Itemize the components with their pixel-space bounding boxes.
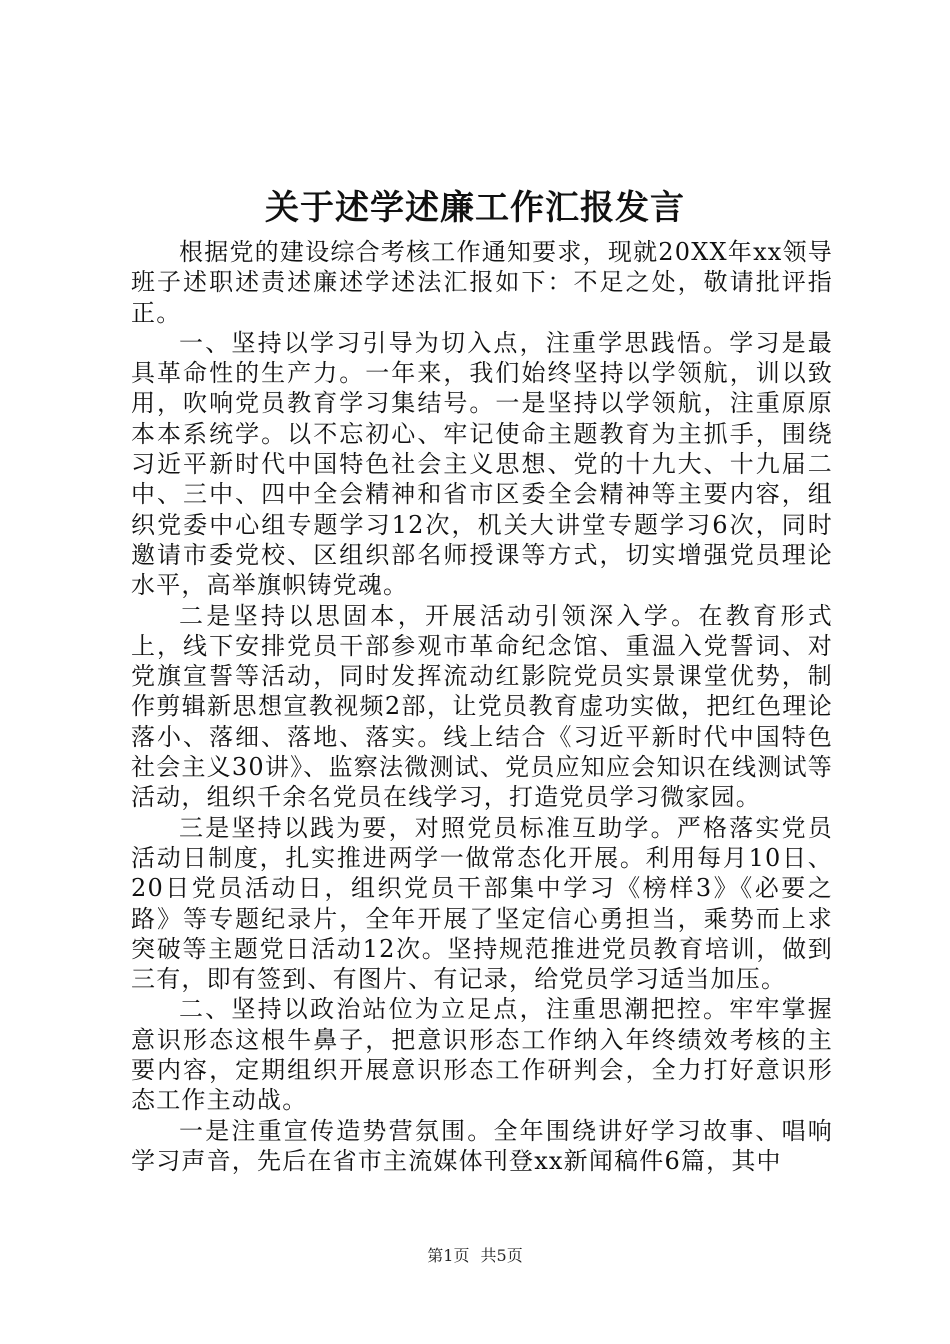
paragraph-section-2-item-1: 一是注重宣传造势营氛围。全年围绕讲好学习故事、唱响学习声音，先后在省市主流媒体刊登xx新闻稿件6篇，其中 [131,1116,833,1175]
paragraph-section-2: 二、坚持以政治站位为立足点，注重思潮把控。牢牢掌握意识形态这根牛鼻子，把意识形态工作纳入年终绩效考核的主要内容，定期组织开展意识形态工作研判会，全力打好意识形态工作主动战。 [131,995,833,1115]
page-total: 共5页 [480,1246,523,1265]
paragraph-intro: 根据党的建设综合考核工作通知要求，现就20XX年xx领导班子述职述责述廉述学述法汇报如下：不足之处，敬请批评指正。 [131,238,833,327]
paragraph-section-1-item-3: 三是坚持以践为要，对照党员标准互助学。严格落实党员活动日制度，扎实推进两学一做常态化开展。利用每月10日、20日党员活动日，组织党员干部集中学习《榜样3》《必要之路》等专题纪录片，全年开展了坚定信心勇担当，乘势而上求突破等主题党日活动12次。坚持规范推进党员教育培训，做到三有，即有签到、有图片、有记录，给党员学习适当加压。 [131,813,833,994]
document-body [131,237,833,1176]
page-footer [0,1246,950,1266]
paragraph-section-1: 一、坚持以学习引导为切入点，注重学思践悟。学习是最具革命性的生产力。一年来，我们始终坚持以学领航，训以致用，吹响党员教育学习集结号。一是坚持以学领航，注重原原本本系统学。以不忘初心、牢记使命主题教育为主抓手，围绕习近平新时代中国特色社会主义思想、党的十九大、十九届二中、三中、四中全会精神和省市区委全会精神等主要内容，组织党委中心组专题学习12次，机关大讲堂专题学习6次，同时邀请市委党校、区组织部名师授课等方式，切实增强党员理论水平，高举旗帜铸党魂。 [131,328,833,600]
paragraph-section-1-item-2: 二是坚持以思固本，开展活动引领深入学。在教育形式上，线下安排党员干部参观市革命纪念馆、重温入党誓词、对党旗宣誓等活动，同时发挥流动红影院党员实景课堂优势，制作剪辑新思想宣教视频2部，让党员教育虚功实做，把红色理论落小、落细、落地、落实。线上结合《习近平新时代中国特色社会主义30讲》、监察法微测试、党员应知应会知识在线测试等活动，组织千余名党员在线学习，打造党员学习微家园。 [131,601,833,812]
document-title: 关于述学述廉工作汇报发言 [265,188,685,228]
page-number: 第1页 [427,1246,470,1265]
